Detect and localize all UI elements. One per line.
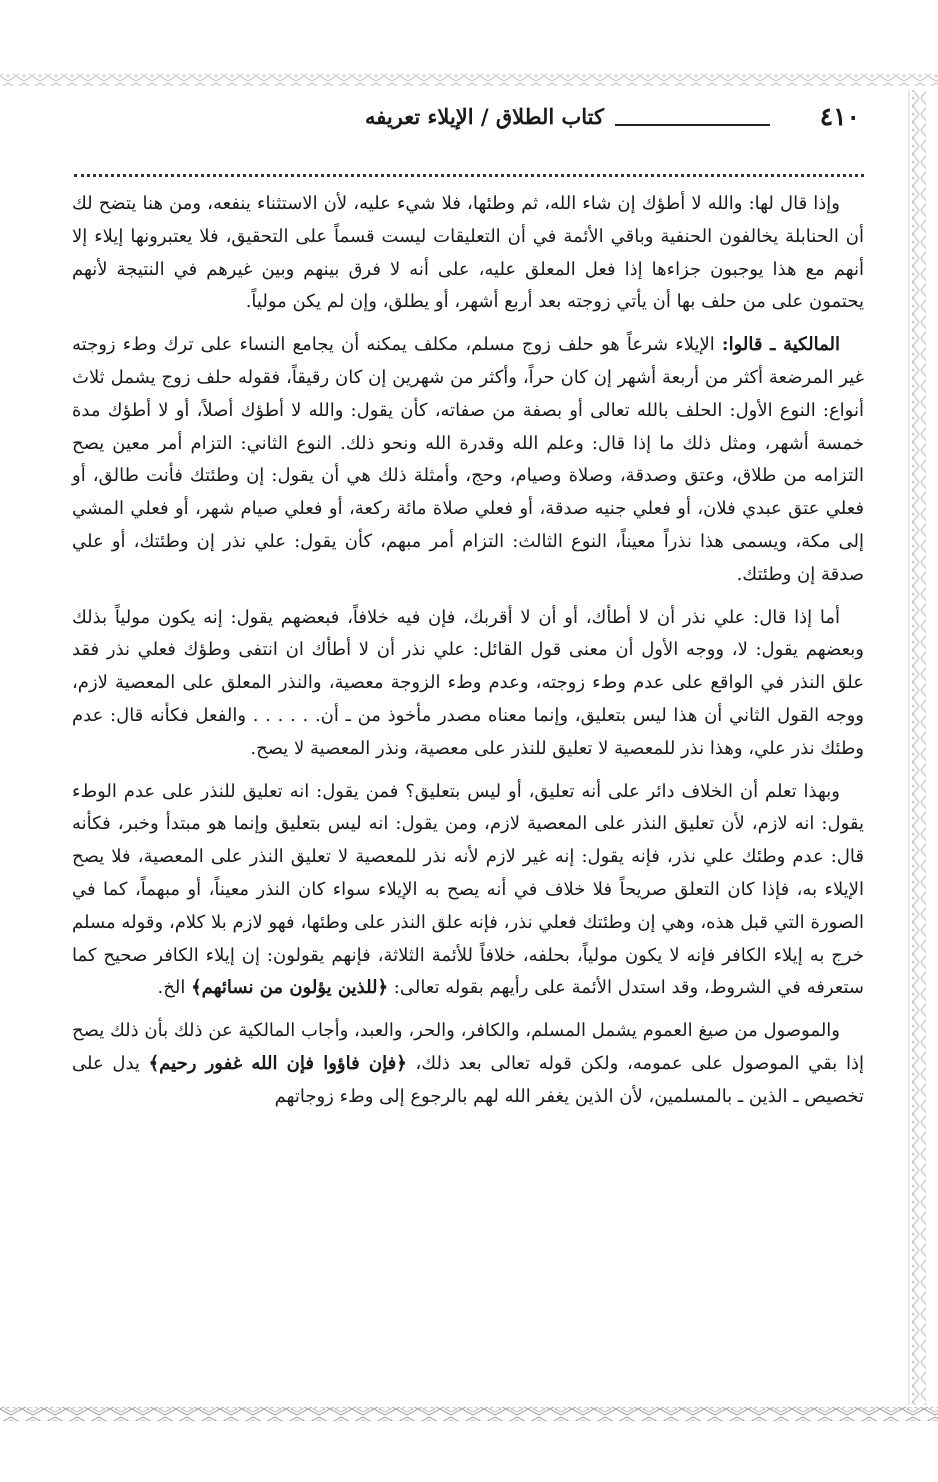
paragraph-4-text: وبهذا تعلم أن الخلاف دائر على أنه تعليق، أو ليس بتعليق؟ فمن يقول: انه تعليق للنذر على عدم الوطء يقول: انه لازم، لأن تعليق النذر على المعصية لازم، ومن يقول: انه ليس بتعليق وإنما هو مبتدأ وخبر، فكأنه قال: عدم وطئك علي نذر، فإنه يقول: إنه غير لازم لأنه نذر للمعصية لا تعليق النذر على المعصية، فلا يصح الإيلاء به، فإذا كان التعلق صريحاً فلا خلاف في أنه يصح به الإيلاء سواء كان النذر معيناً، أو مبهماً، كما في الصورة التي قبل هذه، وهي إن وطئتك فعلي نذر، فإنه علق النذر على وطئها، فهو لازم بلا كلام، وقوله مسلم خرج به إيلاء الكافر فإنه لا يكون مولياً، بحلفه، خلافاً للأئمة الثلاثة، فإنهم يقولون: إن إيلاء الكافر صحيح كما ستعرفه في الشروط، وقد استدل الأئمة على رأيهم بقوله تعالى:	[72, 780, 864, 999]
header-dotted-divider	[74, 174, 864, 177]
paragraph-4-end: الخ.	[157, 977, 192, 999]
maliki-heading: المالكية ـ قالوا:	[721, 334, 840, 356]
right-ornament-border	[906, 90, 932, 1405]
quran-quote-1: ﴿للذين يؤلون من نسائهم﴾	[191, 977, 389, 999]
paragraph-4	[72, 776, 864, 1006]
paragraph-2-text: الإيلاء شرعاً هو حلف زوج مسلم، مكلف يمكنه أن يجامع النساء على ترك وطء زوجته غير المرضعة أكثر من أربعة أشهر إن كان حراً، وأكثر من شهرين إن كان رقيقاً، فقوله حلف زوج يشمل ثلاث أنواع: النوع الأول: الحلف بالله تعالى أو بصفة من صفاته، كأن يقول: والله لا أطؤك أصلاً، أو لا أطؤك مدة خمسة أشهر، ومثل ذلك ما إذا قال: وعلم الله وقدرة الله ونحو ذلك. النوع الثاني: التزام أمر معين يصح التزامه من طلاق، وعتق وصدقة، وصلاة وصيام، وحج، وأمثلة ذلك هي أن يقول: إن وطئتك فأنت طالق، أو فعلي عتق عبدي فلان، أو فعلي جنيه صدقة، أو فعلي صلاة مائة ركعة، أو فعلي صيام شهر، أو فعلي المشي إلى مكة، ويسمى هذا نذراً معيناً، النوع الثالث: التزام أمر مبهم، كأن يقول: علي نذر إن وطئتك، أو علي صدقة إن وطئتك.	[72, 334, 865, 585]
vertical-ornament-icon	[906, 90, 932, 1405]
quran-quote-2: ﴿فإن فاؤوا فإن الله غفور رحيم﴾	[148, 1052, 407, 1074]
paragraph-3: أما إذا قال: علي نذر أن لا أطأك، أو أن لا أقربك، فإن فيه خلافاً، فبعضهم يقول: إنه يكون مولياً بذلك وبعضهم يقول: لا، ووجه الأول أن معنى قول القائل: علي نذر أن لا أطأك ان انتفى وطؤك فعلي نذر فقد علق النذر في الواقع على عدم وطء زوجته، وعدم وطء الزوجة معصية، والنذر المعلق على المعصية لازم، ووجه القول الثاني أن هذا ليس بتعليق، وإنما معناه مصدر مأخوذ من ـ أن. . . . . . والفعل فكأنه قال: عدم وطئك نذر علي، وهذا نذر للمعصية لا تعليق للنذر على معصية، ونذر المعصية لا يصح.	[72, 606, 864, 759]
paragraph-5-end: يدل على تخصيص ـ الذين ـ بالمسلمين، لأن الذين يغفر الله لهم بالرجوع إلى وطء زوجاتهم	[72, 1052, 864, 1107]
top-ornament-border	[0, 70, 938, 90]
paragraph-5	[72, 1015, 864, 1113]
paragraph-5-text: والموصول من صيغ العموم يشمل المسلم، والكافر، والحر، والعبد، وأجاب المالكية عن ذلك بأن ذلك يصح إذا بقي الموصول على عمومه، ولكن قوله تعالى بعد ذلك،	[72, 1020, 864, 1074]
page-header	[70, 100, 860, 144]
bottom-ornament-border	[0, 1402, 938, 1426]
paragraph-2	[72, 329, 864, 591]
header-rule	[615, 124, 770, 126]
paragraph-1: وإذا قال لها: والله لا أطؤك إن شاء الله، ثم وطئها، فلا شيء عليه، لأن الاستثناء ينفعه، ومن هنا يتضح لك أن الحنابلة يخالفون الحنفية وباقي الأئمة في أن التعليقات ليست قسماً على التحقيق، فلا يعتبرونها إيلاء إلا أنهم مع هذا يوجبون جزاءها إذا فعل المعلق عليه، على أنه لا فرق بينهم وبين غيرهم في النتيجة لأنهم يحتمون على من حلف بها أن يأتي زوجته بعد أربع أشهر، أو يطلق، وإن لم يكن مولياً.	[72, 193, 864, 313]
ornament-chain-icon	[0, 1402, 938, 1426]
page-body	[72, 188, 864, 1114]
chapter-title: كتاب الطلاق / الإيلاء تعريفه	[364, 104, 604, 129]
page-number: ٤١٠	[819, 102, 860, 131]
ornament-pattern-icon	[0, 70, 938, 90]
